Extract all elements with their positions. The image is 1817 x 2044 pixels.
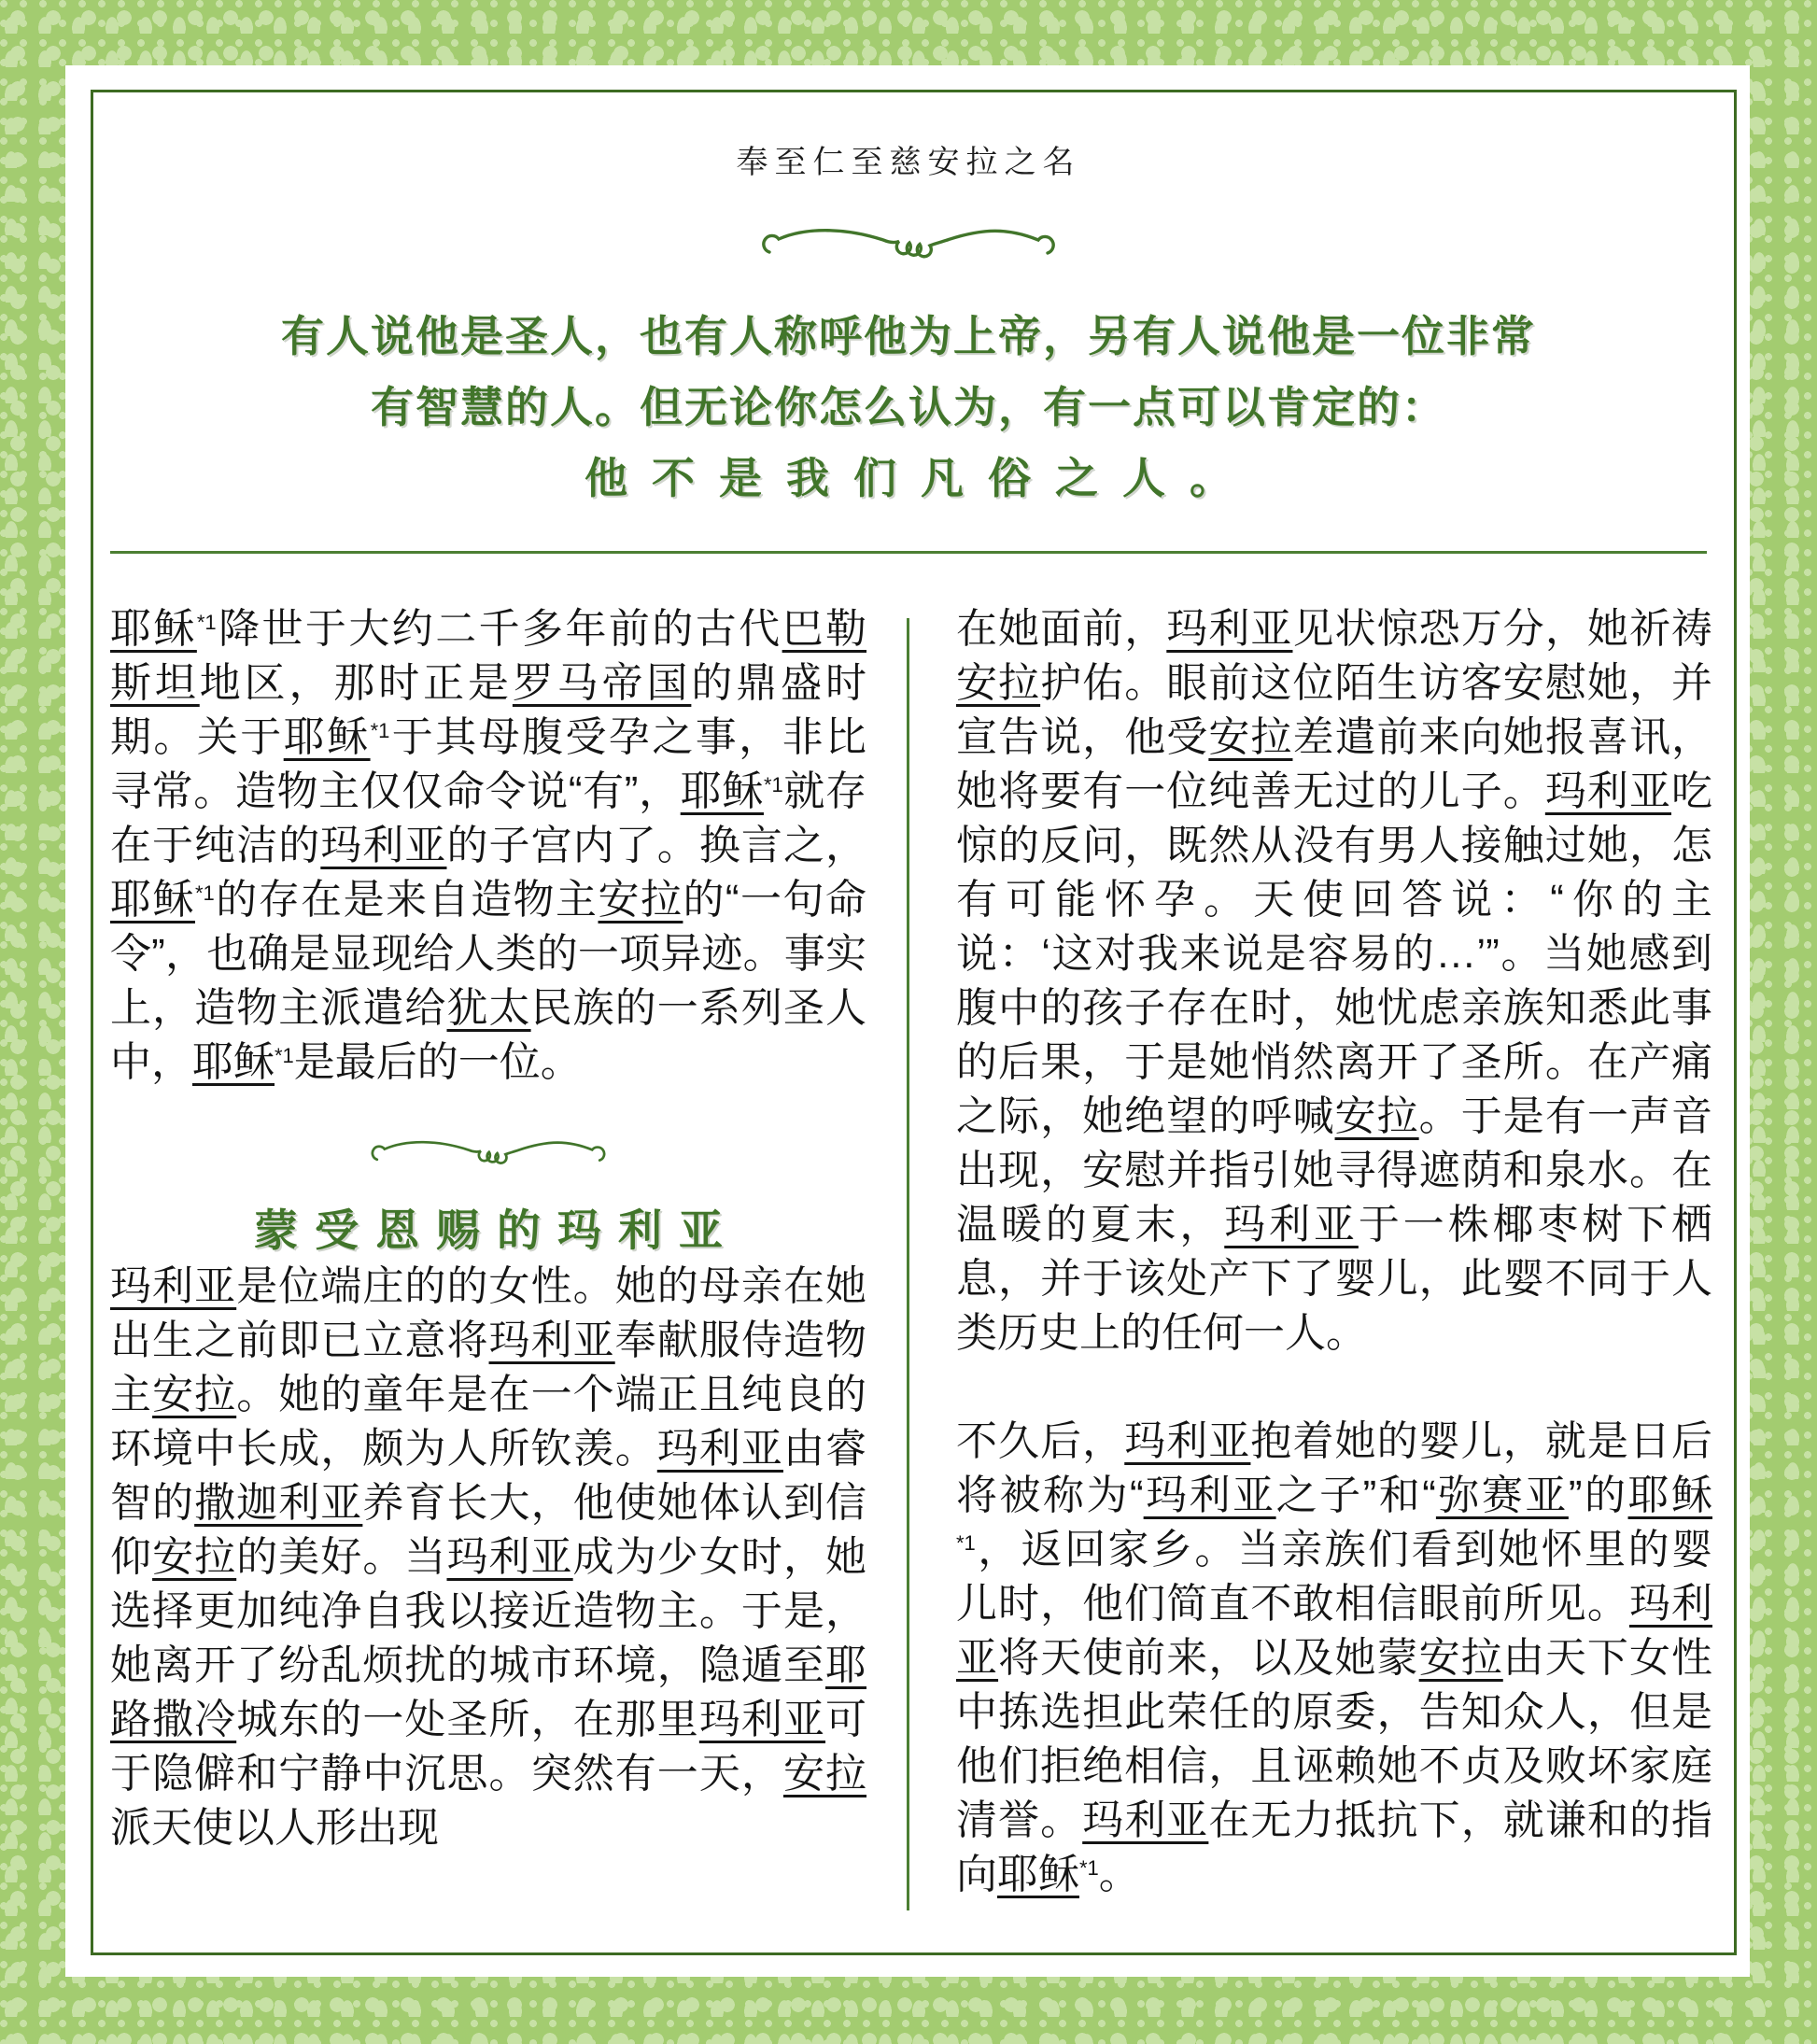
right-paragraph-2: 不久后，玛利亚抱着她的婴儿，就是日后将被称为“玛利亚之子”和“弥赛亚”的耶稣$^{*1}$，返回家乡。当亲族们看到她怀里的婴儿时，他们简直不敢相信眼前所见。玛利亚将天使前来，以及她蒙安拉由天下女性中拣选担此荣任的原委，告知众人，但是他们拒绝相信，且诬赖她不贞及败坏家庭清誉。玛利亚在无力抵抗下，就谦和的指向耶稣$^{*1}$。 — [956, 1418, 1713, 1897]
left-paragraph-2: 玛利亚是位端庄的的女性。她的母亲在她出生之前即已立意将玛利亚奉献服侍造物主安拉。她的童年是在一个端正且纯良的环境中长成，颇为人所钦羡。玛利亚由睿智的撒迦利亚养育长大，他使她体认到信仰安拉的美好。当玛利亚成为少女时，她选择更加纯净自我以接近造物主。于是，她离开了纷乱烦扰的城市环境，隐遁至耶路撒冷城东的一处圣所，在那里玛利亚可于隐僻和宁静中沉思。突然有一天，安拉派天使以人形出现 — [110, 1263, 867, 1851]
section-heading: 蒙受恩赐的玛利亚 — [254, 1205, 739, 1255]
left-paragraph-1: 耶稣$^{*1}$降世于大约二千多年前的古代巴勒斯坦地区，那时正是罗马帝国的鼎盛时期。关于耶稣$^{*1}$于其母腹受孕之事，非比寻常。造物主仅仅命令说“有”，耶稣$^{*1}$就存在于纯洁的玛利亚的子宫内了。换言之，耶稣$^{*1}$的存在是来自造物主安拉的“一句命令”，也确是显现给人类的一项异迹。事实上，造物主派遣给犹太民族的一系列圣人中，耶稣$^{*1}$是最后的一位。 — [110, 606, 867, 1085]
headline-line-2: 有智慧的人。但无论你怎么认为，有一点可以肯定的： — [371, 383, 1446, 431]
headline-line-1: 有人说他是圣人，也有人称呼他为上帝，另有人说他是一位非常 — [281, 312, 1536, 360]
flourish-divider-icon — [364, 1133, 613, 1170]
intro-headline — [0, 301, 1817, 514]
bismillah-line: 奉至仁至慈安拉之名 — [736, 145, 1081, 180]
right-column — [956, 602, 1712, 1902]
two-column-body — [110, 602, 1712, 1902]
horizontal-rule — [110, 551, 1707, 554]
headline-line-3: 他不是我们凡俗之人。 — [585, 454, 1257, 502]
left-column — [110, 602, 866, 1902]
right-paragraph-1: 在她面前，玛利亚见状惊恐万分，她祈祷安拉护佑。眼前这位陌生访客安慰她，并宣告说，他受安拉差遣前来向她报喜讯，她将要有一位纯善无过的儿子。玛利亚吃惊的反问，既然从没有男人接触过她，怎有可能怀孕。天使回答说：“你的主说：‘这对我来说是容易的…’”。当她感到腹中的孩子存在时，她忧虑亲族知悉此事的后果，于是她悄然离开了圣所。在产痛之际，她绝望的呼喊安拉。于是有一声音出现，安慰并指引她寻得遮荫和泉水。在温暖的夏末，玛利亚于一株椰枣树下栖息，并于该处产下了婴儿，此婴不同于人类历史上的任何一人。 — [956, 606, 1713, 1356]
flourish-divider-icon — [754, 218, 1063, 265]
